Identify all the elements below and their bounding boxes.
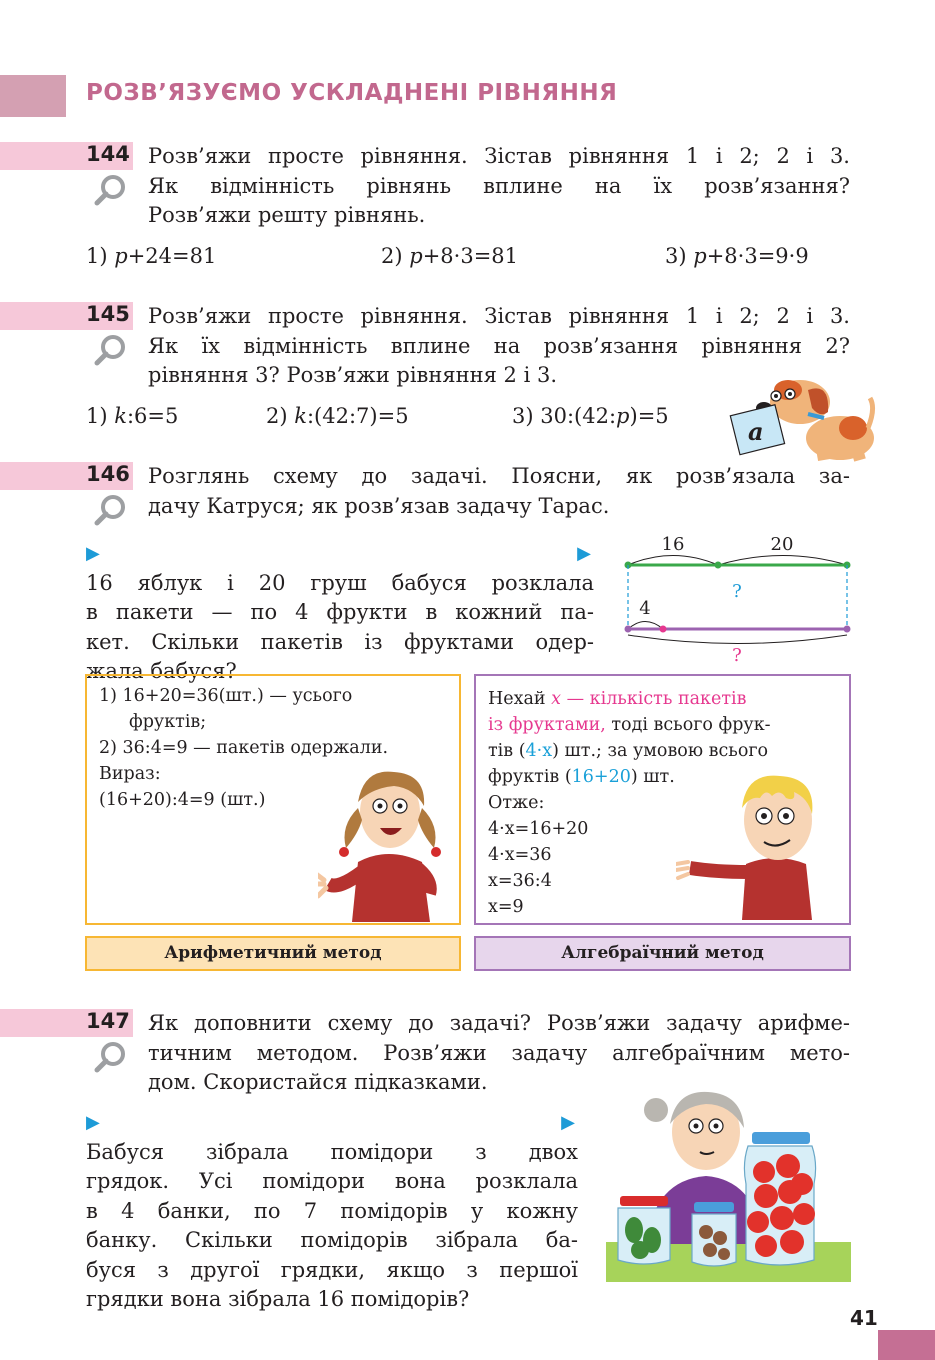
- magnifier-icon: [94, 493, 128, 527]
- solution-line: x=9: [488, 897, 524, 917]
- segment-label: 16: [661, 534, 685, 555]
- solution-line: Нехай x — кількість пакетів: [488, 689, 747, 709]
- double-arrow-icon: ▶▶: [86, 1112, 572, 1133]
- equation-1: 1) p+24=81: [86, 244, 217, 268]
- magnifier-icon: [94, 173, 128, 207]
- task-text-line: Розв’яжи просте рівняння. Зістав рівняння 1 і 2; 2 і 3.: [148, 304, 850, 328]
- equation-2: 2) p+8·3=81: [381, 244, 519, 268]
- solution-line: 2) 36:4=9 — пакетів одержали.: [99, 738, 389, 758]
- equation-3: 3) p+8·3=9·9: [665, 244, 809, 268]
- solution-line: фруктів (16+20) шт.: [488, 767, 675, 787]
- section-header-bar: [0, 75, 66, 117]
- task-text-line: Як їх відмінність вплине на розв’язання рівняння 2?: [148, 333, 850, 358]
- task-text-line: дачу Катруся; як розв’язав задачу Тарас.: [148, 493, 610, 518]
- segment-label: 20: [770, 534, 794, 555]
- task-text-line: рівняння 3? Розв’яжи рівняння 2 і 3.: [148, 363, 558, 387]
- solution-line: (16+20):4=9 (шт.): [99, 790, 266, 810]
- grandma-jars-illustration: [606, 1084, 851, 1282]
- magnifier-icon: [94, 333, 128, 367]
- double-arrow-icon: ▶▶: [86, 543, 588, 564]
- solution-line: 4·x=36: [488, 845, 552, 865]
- scheme-diagram: [615, 528, 860, 668]
- solution-line: Отже:: [488, 793, 545, 813]
- segment-label: 4: [639, 598, 651, 619]
- section-title: РОЗВ’ЯЗУЄМО УСКЛАДНЕНІ РІВНЯННЯ: [86, 80, 618, 106]
- equation-1: 1) k:6=5: [86, 404, 179, 428]
- task-number: 147: [86, 1009, 130, 1033]
- task-text-line: Як доповнити схему до задачі? Розв’яжи задачу арифме-: [148, 1011, 850, 1035]
- task-text-line: тичним методом. Розв’яжи задачу алгебраїчним мето-: [148, 1040, 850, 1065]
- task-text-line: дом. Скористайся підказками.: [148, 1070, 488, 1094]
- arithmetic-method-label: Арифметичний метод: [85, 936, 461, 971]
- algebraic-method-label: Алгебраїчний метод: [474, 936, 851, 971]
- equation-3: 3) 30:(42:p)=5: [512, 404, 669, 428]
- boy-illustration: [676, 768, 846, 920]
- task-text-line: Як відмінність рівнянь вплине на їх розв’язання?: [148, 173, 850, 198]
- page-number: 41: [850, 1306, 878, 1330]
- solution-line: 1) 16+20=36(шт.) — усього: [99, 686, 353, 706]
- girl-illustration: [318, 762, 458, 922]
- task-text-line: Розглянь схему до задачі. Поясни, як розв’язала за-: [148, 464, 850, 488]
- solution-line: x=36:4: [488, 871, 552, 891]
- solution-line: фруктів;: [129, 712, 207, 732]
- card-letter: a: [748, 417, 764, 446]
- magnifier-icon: [94, 1040, 128, 1074]
- task-number: 146: [86, 462, 130, 486]
- problem-story: ▶▶ Бабуся зібрала помідори з двох грядок. Усі помідори вона розклала в 4 банки, по 7 помідорів у кожну банку. Скільки помідорів зібрала ба- буся з другої грядки, якщо з першої грядки вона зібрала 16 помідорів?: [86, 1108, 578, 1315]
- task-text-line: Розв’яжи просте рівняння. Зістав рівняння 1 і 2; 2 і 3.: [148, 144, 850, 168]
- problem-story: ▶▶ 16 яблук і 20 груш бабуся розклала в пакети — по 4 фрукти в кожний па- кет. Скільки пакетів із фруктами одер- жала бабуся?: [86, 539, 594, 687]
- unknown-label: ?: [732, 645, 742, 666]
- solution-line: Вираз:: [99, 764, 161, 784]
- task-text: [148, 142, 850, 231]
- solution-line: із фруктами, тоді всього фрук-: [488, 715, 771, 735]
- solution-line: тів (4·x) шт.; за умовою всього: [488, 741, 769, 761]
- task-text-line: Розв’яжи решту рівнянь.: [148, 203, 426, 227]
- task-number: 145: [86, 302, 130, 326]
- solution-line: 4·x=16+20: [488, 819, 589, 839]
- unknown-label: ?: [732, 581, 742, 602]
- footer-bar: [878, 1330, 935, 1360]
- dog-illustration: [728, 368, 878, 464]
- task-text: [148, 462, 850, 521]
- equation-2: 2) k:(42:7)=5: [266, 404, 409, 428]
- task-number: 144: [86, 142, 130, 166]
